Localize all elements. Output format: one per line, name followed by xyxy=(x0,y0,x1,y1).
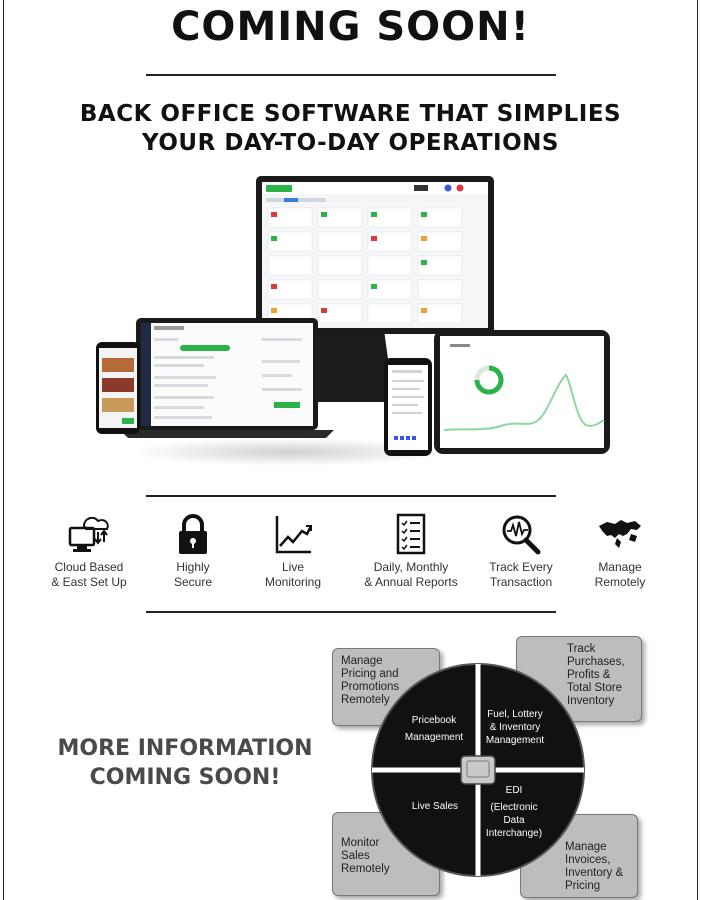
feature-line-2: Monitoring xyxy=(264,575,322,589)
feature-line-1: Highly xyxy=(176,560,210,574)
page-title: COMING SOON! xyxy=(171,4,530,50)
segment-line: (Electronic xyxy=(490,802,538,813)
segment-line: Pricebook xyxy=(411,715,457,726)
magnifier-pulse-icon xyxy=(498,512,544,558)
callout-line: Invoices, xyxy=(565,854,611,866)
segment-line: Management xyxy=(404,732,464,743)
feature-line-1: Manage xyxy=(598,560,642,574)
feature-cloud-based xyxy=(34,512,144,590)
subtitle-line-1: BACK OFFICE SOFTWARE THAT SIMPLIES xyxy=(79,101,622,127)
feature-live-monitoring xyxy=(238,512,348,590)
wheel-circle xyxy=(368,660,588,880)
more-info-line-2: COMING SOON! xyxy=(89,765,281,790)
wheel-segment-live-sales xyxy=(400,800,470,813)
callout-line: Monitor xyxy=(341,837,380,849)
tablet-screen xyxy=(440,336,604,448)
title-divider xyxy=(146,74,556,76)
feature-line-1: Track Every xyxy=(489,560,553,574)
feature-line-1: Cloud Based xyxy=(54,560,124,574)
segment-line: Data xyxy=(503,815,525,826)
feature-highly-secure xyxy=(138,512,248,590)
segment-line: Management xyxy=(485,735,545,746)
devices-mockup-illustration xyxy=(84,170,624,480)
feature-line-2: Transaction xyxy=(489,575,553,589)
feature-line-2: & Annual Reports xyxy=(364,575,458,589)
feature-line-1: Daily, Monthly xyxy=(373,560,449,574)
segment-line: EDI xyxy=(505,785,523,796)
cloud-computer-icon xyxy=(64,512,114,558)
subtitle xyxy=(4,100,697,158)
segment-line: Fuel, Lottery xyxy=(487,709,543,720)
feature-line-2: Remotely xyxy=(594,575,646,589)
callout-line: Remotely xyxy=(341,863,390,875)
flyer-page xyxy=(3,0,698,900)
segment-line: Interchange) xyxy=(485,828,543,839)
callout-line: Remotely xyxy=(341,694,390,706)
more-info-heading xyxy=(42,734,328,792)
lock-icon xyxy=(173,512,213,558)
segment-line: & Inventory xyxy=(489,722,541,733)
callout-line: Sales xyxy=(341,850,370,862)
laptop-base xyxy=(120,430,334,438)
callout-line: Manage xyxy=(565,841,607,853)
world-map-icon xyxy=(595,512,645,558)
wheel-segment-fuel-lottery xyxy=(476,708,554,747)
wheel-segment-pricebook xyxy=(396,714,472,744)
callout-line: Promotions xyxy=(341,681,400,693)
wheel-segment-edi xyxy=(476,784,552,840)
feature-track-transaction xyxy=(466,512,576,590)
features-row xyxy=(34,512,674,592)
callout-line: Total Store xyxy=(567,682,622,694)
callout-line: Manage xyxy=(341,655,383,667)
feature-line-2: Secure xyxy=(173,575,213,589)
segment-line: Live Sales xyxy=(411,801,459,812)
subtitle-line-2: YOUR DAY-TO-DAY OPERATIONS xyxy=(142,130,559,156)
features-bottom-divider xyxy=(146,611,556,613)
features-wheel-diagram xyxy=(324,632,654,900)
feature-line-2: & East Set Up xyxy=(51,575,127,589)
feature-line-1: Live xyxy=(281,560,304,574)
callout-line: Pricing and xyxy=(341,668,399,680)
wheel-center-plate xyxy=(461,756,495,784)
callout-line: Profits & xyxy=(567,669,611,681)
feature-manage-remotely xyxy=(565,512,675,590)
callout-line: Track xyxy=(567,643,596,655)
line-chart-icon xyxy=(271,512,315,558)
callout-line: Pricing xyxy=(565,880,601,892)
feature-reports xyxy=(356,512,466,590)
features-top-divider xyxy=(146,495,556,497)
callout-line: Inventory xyxy=(567,695,615,707)
callout-line: Inventory & xyxy=(565,867,624,879)
callout-line: Purchases, xyxy=(567,656,625,668)
checklist-report-icon xyxy=(391,512,431,558)
more-info-line-1: MORE INFORMATION xyxy=(57,736,313,761)
